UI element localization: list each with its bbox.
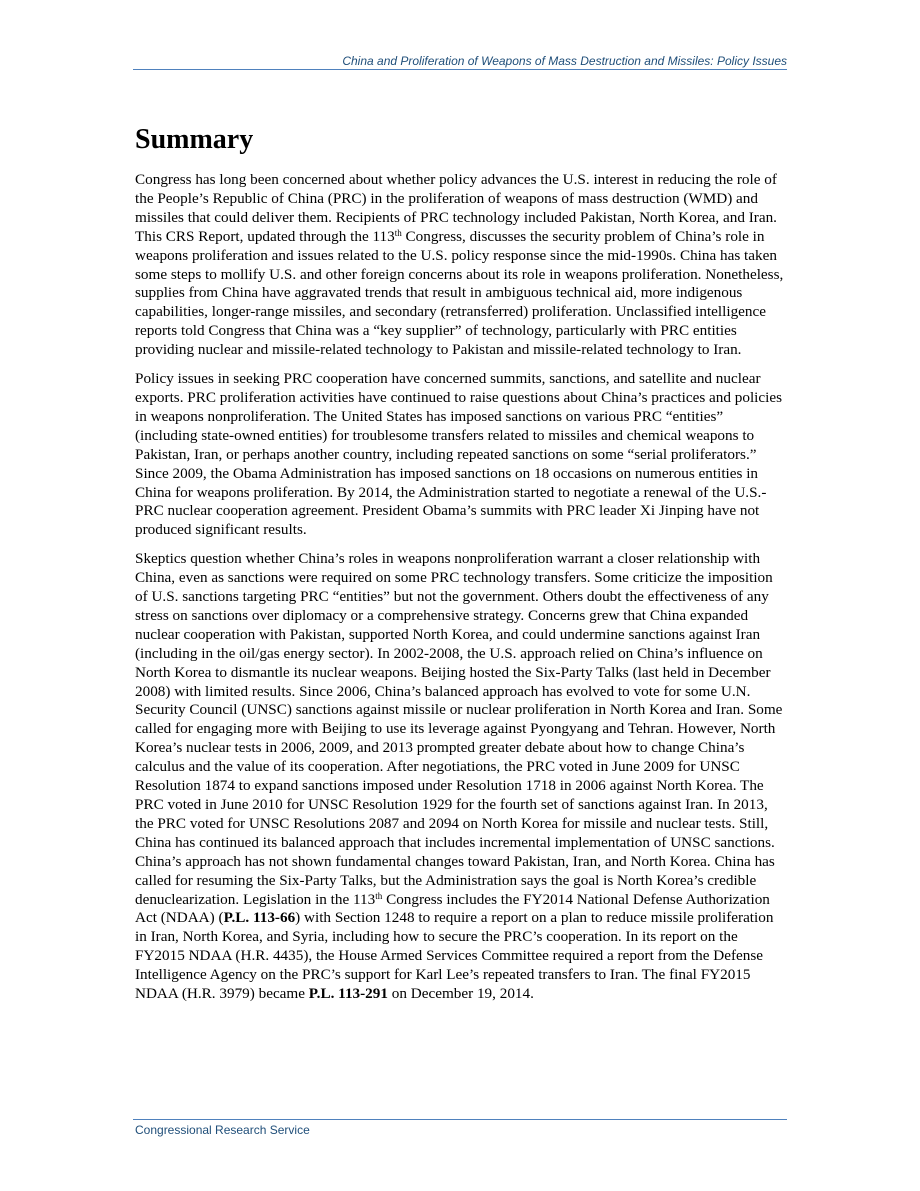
page-title: Summary [135,124,254,155]
footer-label: Congressional Research Service [135,1123,310,1137]
summary-paragraph-2: Policy issues in seeking PRC cooperation have concerned summits, sanctions, and satellite and nuclear exports. PRC proliferation activities have continued to raise questions about China’s practices and policies in weapons nonproliferation. The United States has imposed sanctions on various PRC “entities” (including state-owned entities) for troublesome transfers related to missiles and chemical weapons to Pakistan, Iran, or perhaps another country, including repeated sanctions on some “serial proliferators.” Since 2009, the Obama Administration has imposed sanctions on 18 occasions on numerous entities in China for weapons proliferation. By 2014, the Administration started to negotiate a renewal of the U.S.-PRC nuclear cooperation agreement. President Obama’s summits with PRC leader Xi Jinping have not produced significant results. [135,370,783,539]
summary-paragraph-3 [135,550,787,1004]
running-head-title: China and Proliferation of Weapons of Mass Destruction and Missiles: Policy Issues [342,54,787,68]
p3-text-a: Skeptics question whether China’s roles in weapons nonproliferation warrant a closer relationship with China, even as sanctions were required on some PRC technology transfers. Some criticize the imposition of U.S. sanctions targeting PRC “entities” but not the government. Others doubt the effectiveness of any stress on sanctions over diplomacy or a comprehensive strategy. Concerns grew that China expanded nuclear cooperation with Pakistan, supported North Korea, and could undermine sanctions against Iran (including in the oil/gas energy sector). In 2002-2008, the U.S. approach relied on China’s influence on North Korea to dismantle its nuclear weapons. Beijing hosted the Six-Party Talks (last held in December 2008) with limited results. Since 2006, China’s balanced approach has evolved to vote for some U.N. Security Council (UNSC) sanctions against missile or nuclear proliferation in North Korea and Iran. Some called for engaging more with Beijing to use its leverage against Pyongyang and Tehran. However, North Korea’s nuclear tests in 2006, 2009, and 2013 prompted greater debate about how to change China’s calculus and the value of its cooperation. After negotiations, the PRC voted in June 2009 for UNSC Resolution 1874 to expand sanctions imposed under Resolution 1718 in 2006 against North Korea. The PRC voted in June 2010 for UNSC Resolution 1929 for the fourth set of sanctions against Iran. In 2013, the PRC voted for UNSC Resolutions 2087 and 2094 on North Korea for missile and nuclear tests. Still, China has continued its balanced approach that includes incremental implementation of UNSC sanctions. China’s approach has not shown fundamental changes toward Pakistan, Iran, and North Korea. China has called for resuming the Six-Party Talks, but the Administration says the goal is North Korea’s credible denuclearization. Legislation in the 113 [135,550,783,908]
p3-text-d: on December 19, 2014. [387,985,534,1003]
p1-superscript: th [394,227,402,238]
header-divider [133,69,787,70]
law-reference-1: P.L. 113-66 [223,909,296,927]
p3-text-b: Congress includes the FY2014 National Defense Authorization Act (NDAA) ( [135,890,770,927]
p3-superscript: th [375,890,383,901]
p1-text-a: Congress has long been concerned about whether policy advances the U.S. interest in reducing the role of the People’s Republic of China (PRC) in the proliferation of weapons of mass destruction (WMD) and missiles that could deliver them. Recipients of PRC technology included Pakistan, North Korea, and Iran. This CRS Report, updated through the 113 [135,171,777,245]
law-reference-2: P.L. 113-291 [308,985,388,1003]
footer-divider [133,1119,787,1120]
summary-body [135,171,787,1014]
p3-text-c: ) with Section 1248 to require a report on a plan to reduce missile proliferation in Iran, North Korea, and Syria, including how to secure the PRC’s cooperation. In its report on the FY2015 NDAA (H.R. 4435), the House Armed Services Committee required a report from the Defense Intelligence Agency on the PRC’s support for Karl Lee’s repeated transfers to Iran. The final FY2015 NDAA (H.R. 3979) became [135,909,774,1003]
summary-paragraph-1 [135,171,787,360]
p1-text-b: Congress, discusses the security problem of China’s role in weapons proliferation and issues related to the U.S. policy response since the mid-1990s. China has taken some steps to mollify U.S. and other foreign concerns about its role in weapons proliferation. Nonetheless, supplies from China have aggravated trends that result in ambiguous technical aid, more indigenous capabilities, longer-range missiles, and secondary (retransferred) proliferation. Unclassified intelligence reports told Congress that China was a “key supplier” of technology, particularly with PRC entities providing nuclear and missile-related technology to Pakistan and missile-related technology to Iran. [135,227,784,359]
